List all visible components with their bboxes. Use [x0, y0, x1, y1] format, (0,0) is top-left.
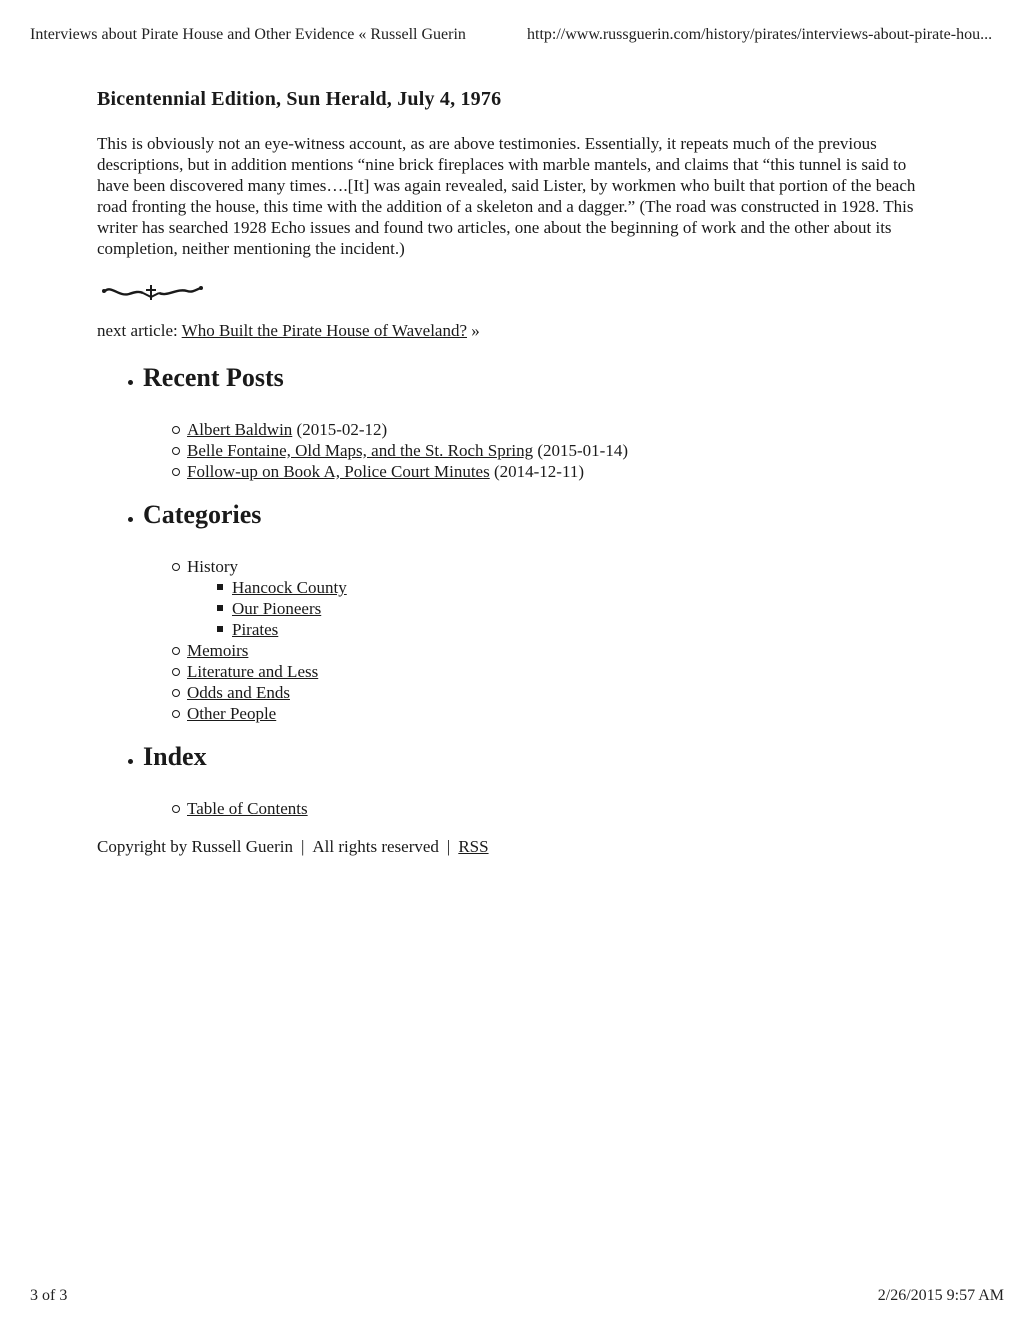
recent-post-link[interactable]: Albert Baldwin	[187, 420, 293, 439]
index-title: Index	[143, 742, 942, 772]
category-link-odds-and-ends[interactable]: Odds and Ends	[187, 683, 290, 702]
sidebar-widgets	[97, 363, 942, 819]
categories-widget	[97, 500, 942, 724]
list-item	[232, 598, 942, 619]
category-link-pirates[interactable]: Pirates	[232, 620, 279, 639]
list-item	[232, 577, 942, 598]
recent-post-date: (2015-02-12)	[292, 420, 388, 439]
categories-list	[143, 556, 942, 724]
category-link-memoirs[interactable]: Memoirs	[187, 641, 249, 660]
rss-link[interactable]: RSS	[458, 837, 489, 856]
print-page-title: Interviews about Pirate House and Other Evidence « Russell Guerin	[30, 26, 466, 43]
categories-title: Categories	[143, 500, 942, 530]
list-item	[187, 440, 942, 461]
next-article-link[interactable]: Who Built the Pirate House of Waveland?	[181, 321, 468, 340]
category-history	[187, 556, 942, 640]
footer-separator: |	[446, 837, 451, 856]
category-label: History	[187, 557, 238, 576]
next-article-suffix: »	[467, 321, 480, 340]
recent-post-date: (2015-01-14)	[533, 441, 629, 460]
copyright-text: Copyright by Russell Guerin	[97, 837, 293, 856]
main-content	[97, 88, 942, 857]
page-number: 3 of 3	[30, 1287, 68, 1304]
print-page-url: http://www.russguerin.com/history/pirates/interviews-about-pirate-hou...	[527, 26, 993, 43]
print-datetime: 2/26/2015 9:57 AM	[877, 1287, 1004, 1304]
index-list	[143, 798, 942, 819]
history-subcategories	[187, 577, 942, 640]
ornamental-flourish-icon	[97, 281, 942, 303]
index-widget	[97, 742, 942, 819]
category-link-other-people[interactable]: Other People	[187, 704, 277, 723]
footer-separator: |	[300, 837, 305, 856]
site-footer	[97, 837, 942, 857]
recent-posts-widget	[97, 363, 942, 482]
list-item	[187, 682, 942, 703]
recent-post-date: (2014-12-11)	[489, 462, 584, 481]
list-item	[187, 703, 942, 724]
recent-posts-list	[143, 419, 942, 482]
list-item	[187, 461, 942, 482]
list-item	[232, 619, 942, 640]
section-heading: Bicentennial Edition, Sun Herald, July 4, 1976	[97, 88, 502, 110]
article-paragraph: This is obviously not an eye-witness account, as are above testimonies. Essentially, it repeats much of the previous descriptions, but in addition mentions “nine brick fireplaces with marble mantels, and claims that “this tunnel is said to have been discovered many times….[It] was again revealed, said Lister, by workmen who built that portion of the beach road fronting the house, this time with the addition of a skeleton and a dagger.” (The road was constructed in 1928. This writer has searched 1928 Echo issues and found two articles, one about the beginning of work and the other about its completion, neither mentioning the incident.)	[97, 134, 916, 258]
recent-post-link[interactable]: Belle Fontaine, Old Maps, and the St. Roch Spring	[187, 441, 534, 460]
recent-posts-title: Recent Posts	[143, 363, 942, 393]
next-article-prefix: next article:	[97, 321, 182, 340]
list-item	[187, 419, 942, 440]
category-link-hancock-county[interactable]: Hancock County	[232, 578, 347, 597]
category-link-literature[interactable]: Literature and Less	[187, 662, 319, 681]
rights-text: All rights reserved	[312, 837, 439, 856]
category-link-our-pioneers[interactable]: Our Pioneers	[232, 599, 322, 618]
table-of-contents-link[interactable]: Table of Contents	[187, 799, 308, 818]
list-item	[187, 661, 942, 682]
next-article-nav	[97, 321, 942, 341]
recent-post-link[interactable]: Follow-up on Book A, Police Court Minutes	[187, 462, 490, 481]
list-item	[187, 640, 942, 661]
list-item	[187, 798, 942, 819]
